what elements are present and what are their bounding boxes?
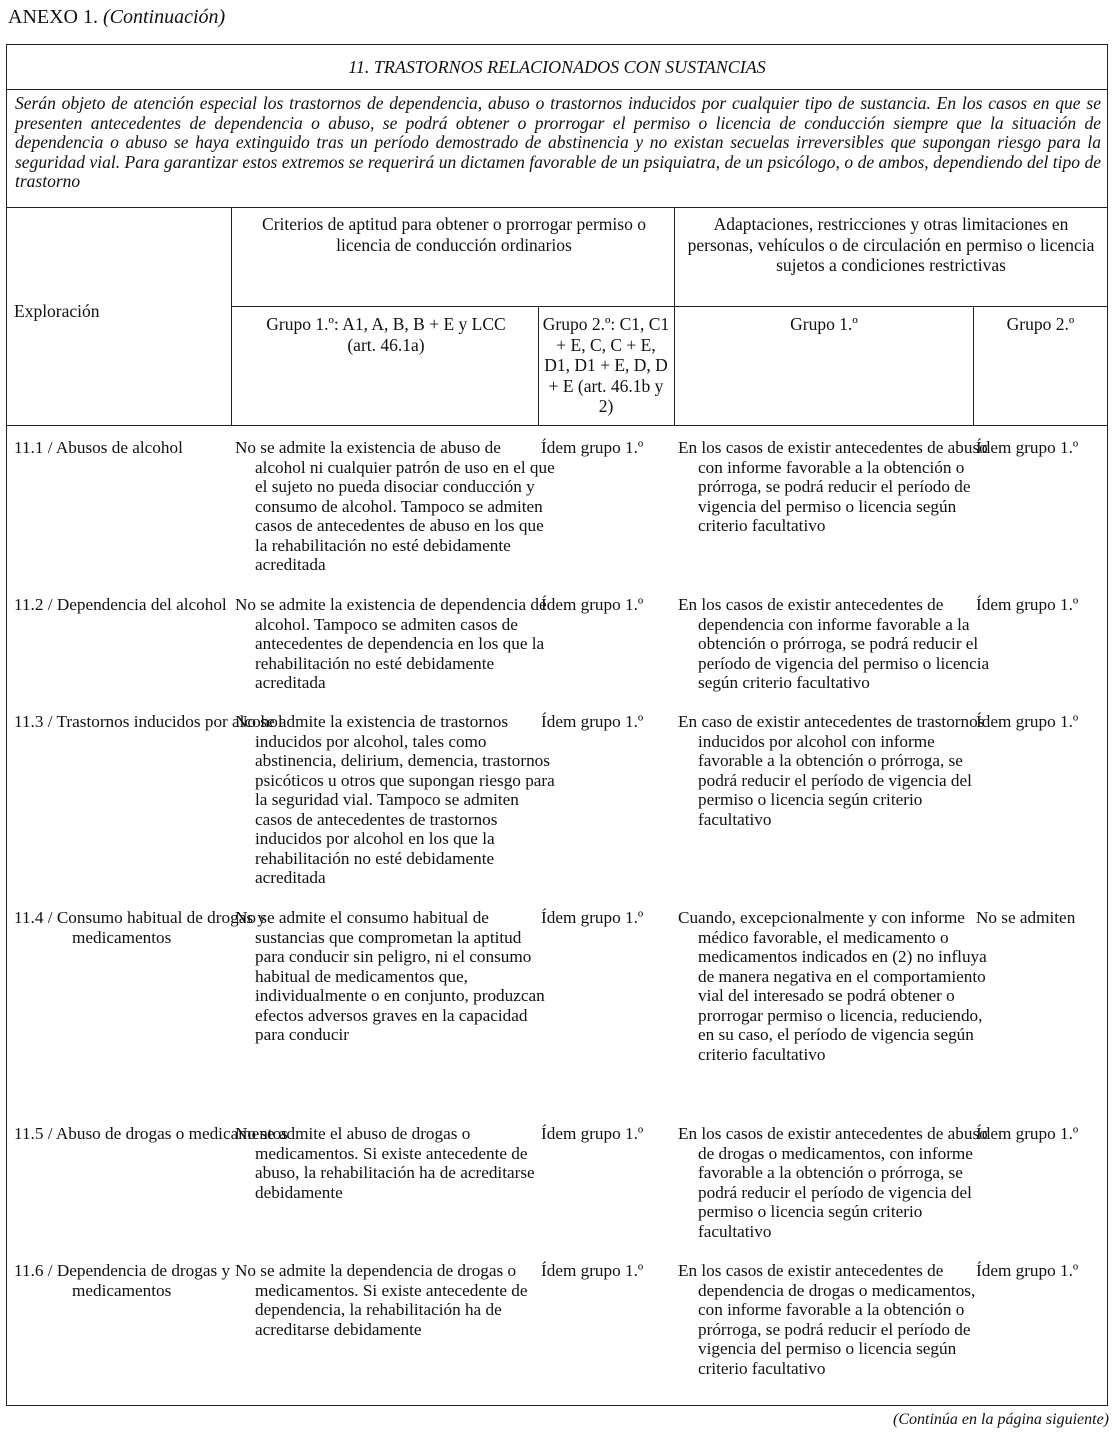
row-11-4-a1: Cuando, excepcionalmente y con informe médico favorable, el medicamento o medicamentos indicados en (2) no influya de manera negativa en el comportamiento vial del interesado se podrá obtener o prorrogar permiso o licencia, reduciendo, en su caso, el período de vigencia según criterio facultativo <box>678 908 987 1064</box>
rule-title <box>7 89 1107 90</box>
row-11-4-label: Consumo habitual de drogas y medicamentos <box>56 908 266 947</box>
row-11-3-a2: Ídem grupo 1.º <box>976 712 1079 731</box>
rule-col-1 <box>231 207 232 425</box>
row-11-5-a2: Ídem grupo 1.º <box>976 1124 1079 1143</box>
rule-intro <box>7 207 1107 208</box>
row-11-1-g1: No se admite la existencia de abuso de alcohol ni cualquier patrón de uso en el que el sujeto no pueda disociar conducción y consumo de alcohol. Tampoco se admiten casos de antecedentes de abuso en los que la rehabilitación no esté debidamente acreditada <box>235 438 555 574</box>
col-grupo1-adapt: Grupo 1.º <box>790 314 858 334</box>
row-11-3-a1: En caso de existir antecedentes de trastornos inducidos por alcohol con informe favorable a la obtención o prórroga, se podrá reducir el período de vigencia del permiso o licencia según criterio facultativo <box>678 712 985 829</box>
col-grupo2-adapt: Grupo 2.º <box>1006 314 1075 334</box>
row-11-6-a2: Ídem grupo 1.º <box>976 1261 1079 1280</box>
row-11-6-label: Dependencia de drogas y medicamentos <box>56 1261 231 1300</box>
row-11-6-code: 11.6 / <box>14 1261 53 1280</box>
row-11-3-code: 11.3 / <box>14 712 53 731</box>
row-11-2-a2: Ídem grupo 1.º <box>976 595 1079 614</box>
row-11-2-code: 11.2 / <box>14 595 53 614</box>
row-11-2-a1: En los casos de existir antecedentes de dependencia con informe favorable a la obtención o prórroga, se podrá reducir el período de vigencia del permiso o licencia según criterio facultativo <box>678 595 990 692</box>
row-11-3-g1: No se admite la existencia de trastornos inducidos por alcohol, tales como abstinencia, delirium, demencia, trastornos psicóticos u otros que supongan riesgo para la seguridad vial. Tampoco se admiten casos de antecedentes de trastornos inducidos por alcohol en los que la rehabilitación no esté debidamente acreditada <box>235 712 555 887</box>
col-adaptaciones: Adaptaciones, restricciones y otras limitaciones en personas, vehículos o de circulación en permiso o licencia sujetos a condiciones restrictivas <box>687 214 1095 275</box>
row-11-1-g2: Ídem grupo 1.º <box>541 438 644 457</box>
row-11-1-code: 11.1 / <box>14 438 53 457</box>
rule-col-2 <box>538 306 539 425</box>
row-11-4-code: 11.4 / <box>14 908 53 927</box>
row-11-1-label: Abusos de alcohol <box>55 438 183 457</box>
row-11-5-g1: No se admite el abuso de drogas o medicamentos. Si existe antecedente de abuso, la rehabilitación ha de acreditarse debidamente <box>235 1124 535 1202</box>
row-11-6-g2: Ídem grupo 1.º <box>541 1261 644 1280</box>
substance-disorders-table <box>6 44 1108 1406</box>
section-title: 11. TRASTORNOS RELACIONADOS CON SUSTANCIAS <box>348 57 766 77</box>
rule-subheader <box>231 306 1107 307</box>
row-11-4-g2: Ídem grupo 1.º <box>541 908 644 927</box>
row-11-5-g2: Ídem grupo 1.º <box>541 1124 644 1143</box>
row-11-4-a2: No se admiten <box>976 908 1076 927</box>
row-11-4-g1: No se admite el consumo habitual de sustancias que comprometan la aptitud para conducir sin peligro, ni el consumo habitual de medicamentos que, individualmente o en conjunto, produzcan efectos adversos graves en la capacidad para conducir <box>235 908 545 1044</box>
row-11-2-g2: Ídem grupo 1.º <box>541 595 644 614</box>
rule-header-bottom <box>7 425 1107 426</box>
row-11-6-a1: En los casos de existir antecedentes de dependencia de drogas o medicamentos, con informe favorable a la obtención o prórroga, se podrá reducir el período de vigencia del permiso o licencia según criterio facultativo <box>678 1261 976 1378</box>
col-grupo2-criterios: Grupo 2.º: C1, C1 + E, C, C + E, D1, D1 + E, D, D + E (art. 46.1b y 2) <box>542 314 670 416</box>
row-11-2-label: Dependencia del alcohol <box>56 595 227 614</box>
row-11-1-a2: Ídem grupo 1.º <box>976 438 1079 457</box>
continuation-footer: (Continúa en la página siguiente) <box>893 1411 1109 1428</box>
row-11-5-a1: En los casos de existir antecedentes de abuso de drogas o medicamentos, con informe favorable a la obtención o prórroga, se podrá reducir el período de vigencia del permiso o licencia según criterio facultativo <box>678 1124 988 1241</box>
col-grupo1-criterios: Grupo 1.º: A1, A, B, B + E y LCC (art. 46.1a) <box>266 314 506 355</box>
row-11-6-g1: No se admite la dependencia de drogas o medicamentos. Si existe antecedente de dependencia, la rehabilitación ha de acreditarse debidamente <box>235 1261 528 1339</box>
row-11-2-g1: No se admite la existencia de dependencia de alcohol. Tampoco se admiten casos de antecedentes de dependencia en los que la rehabilitación no esté debidamente acreditada <box>235 595 547 692</box>
col-criterios: Criterios de aptitud para obtener o prorrogar permiso o licencia de conducción ordinarios <box>262 214 646 255</box>
annex-label: ANEXO 1. <box>8 6 98 28</box>
row-11-5-code: 11.5 / <box>14 1124 53 1143</box>
intro-paragraph: Serán objeto de atención especial los trastornos de dependencia, abuso o trastornos inducidos por cualquier tipo de sustancia. En los casos en que se presenten antecedentes de dependencia o abuso, se podrá obtener o prorrogar el permiso o licencia de conducción siempre que la situación de dependencia o abuso se haya extinguido tras un período demostrado de abstinencia y no existan secuelas irreversibles que supongan riesgo para la seguridad vial. Para garantizar estos extremos se requerirá un dictamen favorable de un psiquiatra, de un psicólogo, o de ambos, dependiendo del tipo de trastorno <box>15 93 1101 191</box>
row-11-5-label: Abuso de drogas o medicamentos <box>55 1124 288 1143</box>
row-11-3-g2: Ídem grupo 1.º <box>541 712 644 731</box>
row-11-3-label: Trastornos inducidos por alcohol <box>56 712 283 731</box>
continuation-label: (Continuación) <box>103 6 226 28</box>
col-exploracion: Exploración <box>14 301 100 321</box>
page-header <box>8 6 225 29</box>
row-11-1-a1: En los casos de existir antecedentes de abuso con informe favorable a la obtención o prórroga, se podrá reducir el período de vigencia del permiso o licencia según criterio facultativo <box>678 438 988 535</box>
